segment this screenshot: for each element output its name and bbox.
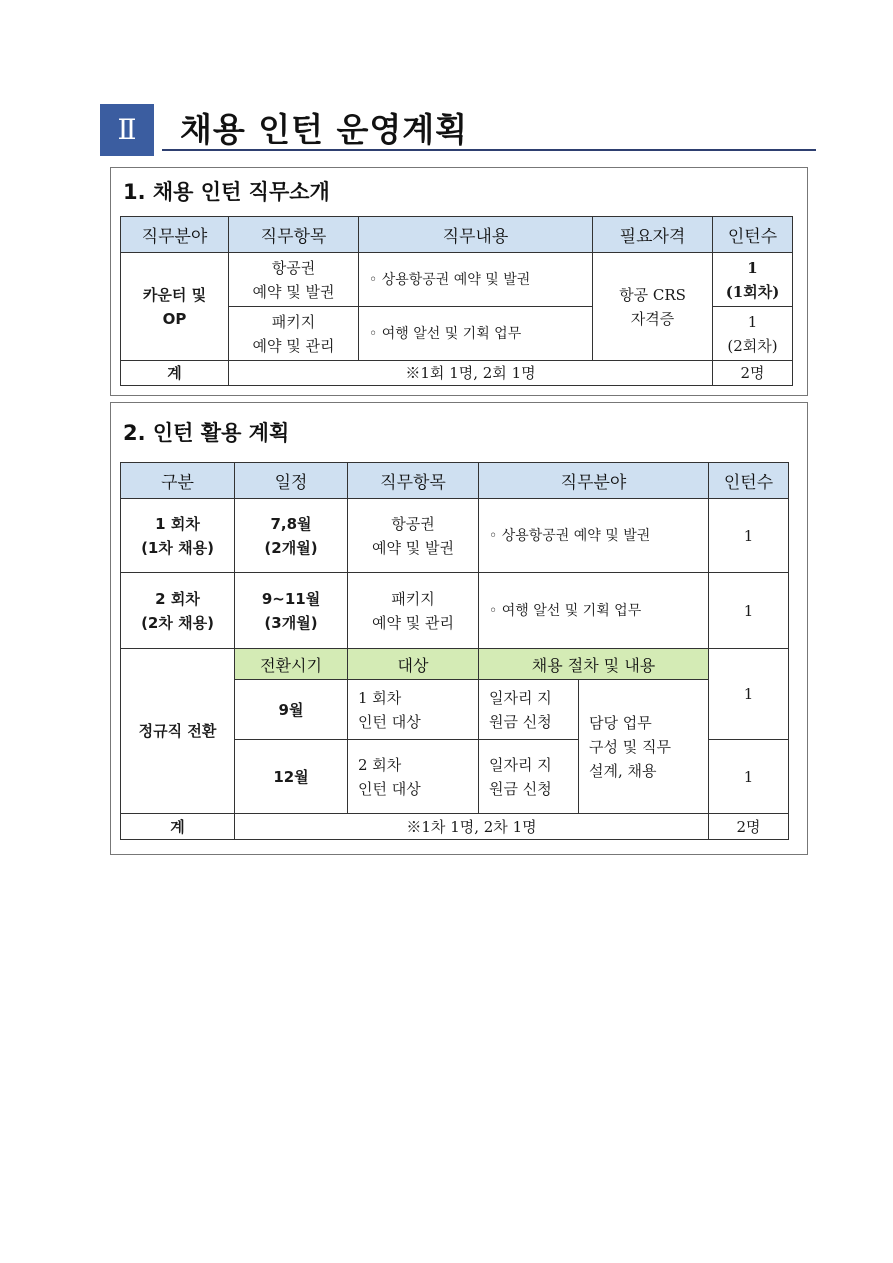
round-line: 1 회차 — [155, 514, 200, 533]
heading-rule — [162, 149, 816, 151]
header-cell: 인턴수 — [709, 463, 789, 499]
job-field-line: 카운터 및 — [142, 285, 207, 304]
intern-count-cell: 1 — [709, 649, 789, 740]
target-line: 인턴 대상 — [358, 712, 421, 731]
procedure-line: 일자리 지 — [489, 755, 552, 774]
target-line: 2 회차 — [358, 755, 402, 774]
header-cell: 직무분야 — [121, 217, 229, 253]
intern-count-line: 1 — [747, 258, 758, 277]
qualification-line: 자격증 — [630, 309, 675, 328]
schedule-line: (2개월) — [264, 538, 318, 557]
total-label: 계 — [121, 814, 235, 840]
header-cell: 인턴수 — [713, 217, 793, 253]
job-field-cell: ◦ 상용항공권 예약 및 발권 — [479, 499, 709, 573]
header-cell: 직무분야 — [479, 463, 709, 499]
total-note: ※1회 1명, 2회 1명 — [229, 361, 713, 386]
round-line: 2 회차 — [155, 589, 200, 608]
intern-count-line: (2회차) — [727, 336, 778, 355]
job-field-line: OP — [162, 309, 187, 328]
intern-count-line: (1회차) — [725, 282, 780, 301]
roman-numeral-badge: Ⅱ — [100, 104, 154, 156]
procedure-detail-cell — [579, 680, 709, 814]
header-cell: 필요자격 — [593, 217, 713, 253]
job-content-cell: ◦ 여행 알선 및 기획 업무 — [359, 307, 593, 361]
round-cell — [121, 499, 235, 573]
detail-line: 담당 업무 — [589, 713, 652, 732]
schedule-cell — [235, 573, 348, 649]
subheader-cell: 전환시기 — [235, 649, 348, 680]
table-row — [121, 499, 789, 573]
job-item-line: 패키지 — [391, 589, 435, 608]
intern-count-cell: 1 — [709, 573, 789, 649]
conversion-time-cell: 12월 — [235, 740, 348, 814]
header-cell: 직무내용 — [359, 217, 593, 253]
header-cell: 일정 — [235, 463, 348, 499]
qualification-line: 항공 CRS — [619, 285, 686, 304]
target-line: 1 회차 — [358, 688, 402, 707]
total-note: ※1차 1명, 2차 1명 — [235, 814, 709, 840]
job-item-cell — [229, 307, 359, 361]
schedule-cell — [235, 499, 348, 573]
job-intro-table — [120, 216, 793, 386]
job-item-line: 예약 및 발권 — [372, 538, 454, 557]
header-cell: 직무항목 — [229, 217, 359, 253]
procedure-line: 일자리 지 — [489, 688, 552, 707]
job-item-cell — [348, 573, 479, 649]
header-cell: 직무항목 — [348, 463, 479, 499]
detail-line: 구성 및 직무 — [589, 737, 671, 756]
subheader-cell: 대상 — [348, 649, 479, 680]
job-item-cell — [229, 253, 359, 307]
intern-plan-table — [120, 462, 789, 840]
section2-title: 2. 인턴 활용 계획 — [123, 421, 290, 445]
procedure-cell — [479, 680, 579, 740]
table-header-row — [121, 217, 793, 253]
job-item-line: 항공권 — [271, 258, 316, 277]
total-row — [121, 361, 793, 386]
subheader-cell: 채용 절차 및 내용 — [479, 649, 709, 680]
conversion-label: 정규직 전환 — [121, 649, 235, 814]
round-line: (2차 채용) — [141, 613, 214, 632]
total-count: 2명 — [709, 814, 789, 840]
job-item-line: 예약 및 발권 — [252, 282, 335, 301]
header-cell: 구분 — [121, 463, 235, 499]
intern-count-cell — [713, 307, 793, 361]
table-row — [121, 573, 789, 649]
detail-line: 설계, 채용 — [589, 761, 657, 780]
table-header-row — [121, 463, 789, 499]
conversion-time-cell: 9월 — [235, 680, 348, 740]
target-cell — [348, 740, 479, 814]
section1-title: 1. 채용 인턴 직무소개 — [123, 180, 330, 204]
intern-count-cell: 1 — [709, 740, 789, 814]
job-content-cell: ◦ 상용항공권 예약 및 발권 — [359, 253, 593, 307]
schedule-line: (3개월) — [264, 613, 318, 632]
total-count: 2명 — [713, 361, 793, 386]
job-item-line: 패키지 — [271, 312, 316, 331]
job-item-cell — [348, 499, 479, 573]
job-item-line: 예약 및 관리 — [372, 613, 454, 632]
section-heading — [100, 100, 820, 160]
schedule-line: 9~11월 — [261, 589, 321, 608]
intern-count-cell: 1 — [709, 499, 789, 573]
intern-count-line: 1 — [747, 312, 758, 331]
round-cell — [121, 573, 235, 649]
round-line: (1차 채용) — [141, 538, 214, 557]
procedure-line: 원금 신청 — [489, 779, 552, 798]
conversion-header-row — [121, 649, 789, 680]
job-item-line: 항공권 — [391, 514, 435, 533]
page-title: 채용 인턴 운영계획 — [180, 110, 469, 149]
job-field-cell — [121, 253, 229, 361]
total-row — [121, 814, 789, 840]
total-label: 계 — [121, 361, 229, 386]
target-cell — [348, 680, 479, 740]
procedure-cell — [479, 740, 579, 814]
target-line: 인턴 대상 — [358, 779, 421, 798]
intern-count-cell — [713, 253, 793, 307]
job-field-cell: ◦ 여행 알선 및 기획 업무 — [479, 573, 709, 649]
qualification-cell — [593, 253, 713, 361]
procedure-line: 원금 신청 — [489, 712, 552, 731]
table-row — [121, 253, 793, 307]
job-item-line: 예약 및 관리 — [252, 336, 335, 355]
schedule-line: 7,8월 — [270, 514, 312, 533]
